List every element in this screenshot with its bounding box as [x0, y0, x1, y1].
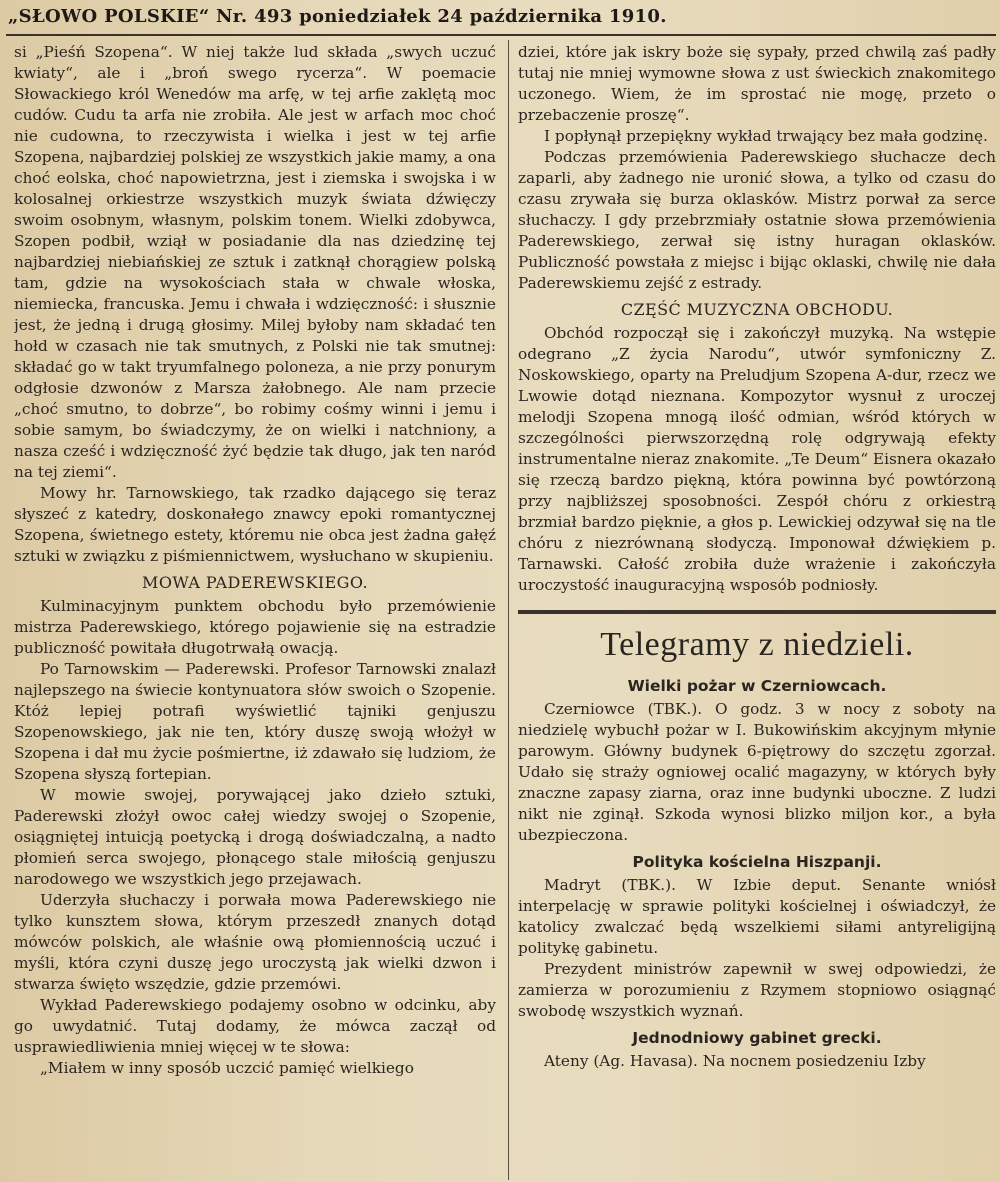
right-paragraph-2: I popłynął przepiękny wykład trwający bez mała godzinę.: [544, 127, 988, 145]
header-rule: [6, 34, 996, 36]
subheading-polityka: Polityka kościelna Hiszpanji.: [632, 853, 882, 871]
left-paragraph-7: Wykład Paderewskiego podajemy osobno w odcinku, aby go uwydatnić. Tutaj dodamy, że mówca zaczął od usprawiedliwienia mniej więcej w te słowa:: [14, 996, 496, 1056]
subheading-pozar: Wielki pożar w Czerniowcach.: [627, 677, 887, 695]
right-column: [518, 42, 996, 1180]
left-paragraph-2: Mowy hr. Tarnowskiego, tak rzadko dającego się teraz słyszeć z katedry, doskonałego znawcy epoki romantycznej Szopena, świetnego estety, któremu nie obca jest żadna gałęź sztuki w związku z piśmiennictwem, wysłuchano w skupieniu.: [14, 484, 496, 565]
right-paragraph-6: Madryt (TBK.). W Izbie deput. Senante wniósł interpelację w sprawie polityki kościelnej i oświadczył, że katolicy zwalczać będą wszelkiemi siłami antyreligijną politykę gabinetu.: [518, 876, 996, 957]
section-heading-czesc-muzyczna: CZĘŚĆ MUZYCZNA OBCHODU.: [620, 300, 894, 319]
left-paragraph-3: Kulminacyjnym punktem obchodu było przemówienie mistrza Paderewskiego, którego pojawienie się na estradzie publiczność powitała długotrwałą owacją.: [14, 597, 496, 657]
subheading-gabinet: Jednodniowy gabinet grecki.: [632, 1029, 882, 1047]
section-heading-mowa: MOWA PADEREWSKIEGO.: [142, 573, 368, 592]
telegrams-heading: Telegramy z niedzieli.: [600, 626, 914, 663]
column-divider: [508, 40, 509, 1180]
right-paragraph-7: Prezydent ministrów zapewnił w swej odpowiedzi, że zamierza w porozumieniu z Rzymem stopniowo osiągnąć swobodę wszystkich wyznań.: [518, 960, 996, 1020]
right-paragraph-4: Obchód rozpoczął się i zakończył muzyką. Na wstępie odegrano „Z życia Narodu“, utwór symfoniczny Z. Noskowskiego, oparty na Preludjum Szopena A-dur, rzecz we Lwowie dotąd nieznana. Kompozytor wysnuł z uroczej melodji Szopena mnogą ilość odmian, wśród których w szczególności pierwszorzędną rolę odgrywają efekty instrumentalne nieraz znakomite. „Te Deum“ Eisnera okazało się rzeczą bardzo piękną, która powinna być powtórzoną przy najbliższej sposobności. Zespół chóru z orkiestrą brzmiał bardzo pięknie, a głos p. Lewickiej odzywał się na tle chóru z niezrównaną słodyczą. Imponował dźwiękiem p. Tarnawski. Całość zrobiła duże wrażenie i zakończyła uroczystość inauguracyjną wsposób podniosły.: [518, 324, 996, 594]
left-column: [14, 42, 496, 1180]
right-paragraph-3: Podczas przemówienia Paderewskiego słuchacze dech zaparli, aby żadnego nie uronić słowa, a tylko od czasu do czasu zrywała się burza oklasków. Mistrz porwał za serce słuchaczy. I gdy przebrzmiały ostatnie słowa przemówienia Paderewskiego, zerwał się istny huragan oklasków. Publiczność powstała z miejsc i bijąc oklaski, chwilę nie dała Paderewskiemu zejść z estrady.: [518, 148, 996, 292]
page-header: „SŁOWO POLSKIE“ Nr. 493 poniedziałek 24 października 1910.: [8, 6, 667, 27]
left-paragraph-1: si „Pieśń Szopena“. W niej także lud składa „swych uczuć kwiaty“, ale i „broń swego rycerza“. W poemacie Słowackiego król Wenedów ma arfę, w tej arfie zaklętą moc cudów. Cudu ta arfa nie zrobiła. Ale jest w arfach moc choć nie cudowna, to rzeczywista i wielka i jest w tej arfie Szopena, najbardziej polskiej ze wszystkich jakie mamy, a ona choć eolska, choć napowietrzna, jest i ziemska i swojska i w kolosalnej orkiestrze wszystkich muzyk świata dźwięczy swoim osobnym, własnym, polskim tonem. Wielki zdobywca, Szopen podbił, wziął w posiadanie dla nas dziedzinę tej najbardziej niebiańskiej ze sztuk i zatknął chorągiew polską tam, gdzie na wysokościach stała w chwale włoska, niemiecka, francuska. Jemu i chwała i wdzięczność: i słusznie jest, że jedną i drugą głosimy. Milej byłoby nam składać ten hołd w czasach nie tak smutnych, z Polski nie tak smutnej: składać go w takt tryumfalnego poloneza, a nie przy ponurym odgłosie dzwonów z Marsza żałobnego. Ale nam przecie „choć smutno, to dobrze“, bo robimy cośmy winni i jemu i sobie samym, bo świadczymy, że on wielki i natchniony, a nasza cześć i wdzięczność żyć będzie tak długo, jak ten naród na tej ziemi“.: [14, 43, 496, 481]
left-paragraph-5: W mowie swojej, porywającej jako dzieło sztuki, Paderewski złożył owoc całej wiedzy swojej o Szopenie, osiągniętej intuicją poetycką i drogą doświadczalną, a nadto płomień serca swojego, płonącego stale miłością genjuszu narodowego we wszystkich jego przejawach.: [14, 786, 496, 888]
left-paragraph-4: Po Tarnowskim — Paderewski. Profesor Tarnowski znalazł najlepszego na świecie kontynuatora słów swoich o Szopenie. Któż lepiej potrafi wyświetlić tajniki genjuszu Szopenowskiego, jak nie ten, który duszę swoją włożył w Szopena i dał mu życie pośmiertne, iż zdawało się ludziom, że Szopena słyszą fortepian.: [14, 660, 496, 783]
right-paragraph-8: Ateny (Ag. Havasa). Na nocnem posiedzeniu Izby: [544, 1052, 926, 1070]
right-paragraph-1: dziei, które jak iskry boże się sypały, przed chwilą zaś padły tutaj nie mniej wymowne słowa z ust świeckich znakomitego uczonego. Wiem, że im sprostać nie mogę, przeto o przebaczenie proszę“.: [518, 43, 996, 124]
right-paragraph-5: Czerniowce (TBK.). O godz. 3 w nocy z soboty na niedzielę wybuchł pożar w I. Bukowińskim akcyjnym młynie parowym. Główny budynek 6-piętrowy do szczętu zgorzał. Udało się straży ogniowej ocalić magazyny, w których były znaczne zapasy ziarna, oraz inne budynki uboczne. Z ludzi nikt nie zginął. Szkoda wynosi blizko miljon kor., a była ubezpieczona.: [518, 700, 996, 844]
left-paragraph-8: „Miałem w inny sposób uczcić pamięć wielkiego: [40, 1059, 414, 1077]
section-divider: [518, 610, 996, 614]
left-paragraph-6: Uderzyła słuchaczy i porwała mowa Paderewskiego nie tylko kunsztem słowa, którym przeszedł znanych dotąd mówców polskich, ale właśnie ową płomiennością uczuć i myśli, która czyni duszę jego uroczystą jak wielki dzwon i stwarza święto wszędzie, gdzie przemówi.: [14, 891, 496, 993]
